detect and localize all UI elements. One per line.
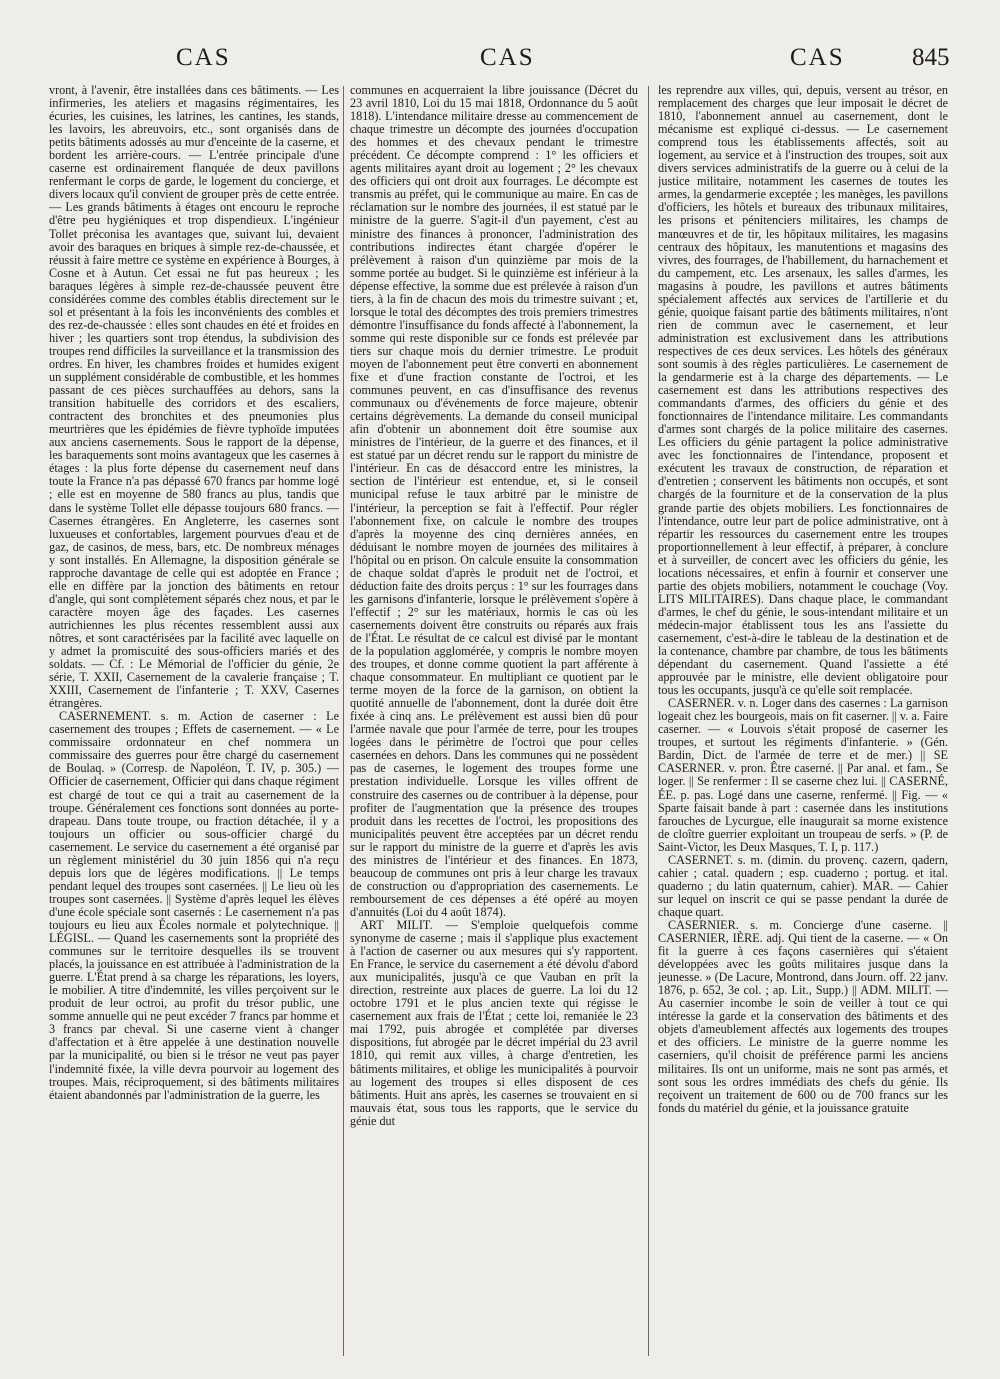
page-header — [0, 44, 1000, 80]
page-number: 845 — [912, 44, 950, 71]
running-head-center: CAS — [480, 44, 535, 71]
column-divider — [648, 86, 649, 1356]
paragraph: vront, à l'avenir, être installées dans ces bâtiments. — Les infirmeries, les ateliers et magasins régimentaires, les écuries, les cuisines, les latrines, les cantines, les stands, les lavoirs, les abreuvoirs, etc., sont organisés dans de petits bâtiments adossés au mur d'enceinte de la caserne, et bordent les arrière-cours. — L'entrée principale d'une caserne est ordinairement flanquée de deux pavillons renfermant le corps de garde, le logement du concierge, et divers locaux qu'il convient de grouper près de cette entrée. — Les grands bâtiments à étages ont encouru le reproche d'être peu hygiéniques et trop dispendieux. L'ingénieur Tollet préconisa les avantages que, suivant lui, devaient avoir des baraques en briques à simple rez-de-chaussée, et réussit à faire mettre ce système en expérience à Bourges, à Cosne et à Autun. Cet essai ne fut pas heureux ; les baraques légères à simple rez-de-chaussée peuvent être considérées comme des combles établis directement sur le sol et présentant à la fois les inconvénients des combles et des rez-de-chaussée : elles sont chaudes en été et froides en hiver ; les quartiers sont trop étendus, la subdivision des troupes rend difficiles la surveillance et la transmission des ordres. En hiver, les chambres froides et humides exigent un supplément considérable de combustible, et les hommes passant de ces pièces surchauffées au dehors, sans la transition habituelle des corridors et des escaliers, contractent des bronchites et des pneumonies plus meurtrières que les épidémies de fièvre typhoïde imputées aux anciens casernements. Sous le rapport de la dépense, les baraquements sont moins avantageux que les casernes à étages : la plus forte dépense du casernement neuf dans toute la France n'a pas dépassé 670 francs par homme logé ; elle est en moyenne de 580 francs au plus, tandis que dans le système Tollet elle dépasse toujours 680 francs. — Casernes étrangères. En Angleterre, les casernes sont luxueuses et confortables, largement pourvues d'eau et de gaz, de casinos, de mess, bars, etc. De nombreux ménages y sont installés. En Allemagne, la disposition générale se rapproche davantage de celle qui est adoptée en France ; elle en diffère par la jonction des bâtiments en retour d'angle, qui sont complètement séparés chez nous, et par le caractère moyen âge des façades. Les casernes autrichiennes les plus récentes ressemblent aussi aux nôtres, et sont caractérisées par la facilité avec laquelle on y admet la promiscuité des sous-officiers mariés et des soldats. — Cf. : Le Mémorial de l'officier du génie, 2e série, T. XXII, Casernement de la cavalerie française ; T. XXIII, Casernement de l'infanterie ; T. XXV, Casernes étrangères. — [49, 84, 339, 711]
text-column-2 — [350, 84, 638, 1362]
paragraph: CASERNER. v. n. Loger dans des casernes : La garnison logeait chez les bourgeois, mais on fit caserner. || v. a. Faire caserner. — « Louvois s'était proposé de caserner les troupes, et surtout les régiments d'infanterie. » (Gén. Bardin, Dict. de l'armée de terre et de mer.) || SE CASERNER. v. pron. Être caserné. || Par anal. et fam., Se loger. || Se renfermer : Il se caserne chez lui. || CASERNÉ, ÉE. p. pas. Logé dans une caserne, renfermé. || Fig. — « Sparte faisait bande à part : casernée dans les institutions farouches de Lycurgue, elle inaugurait sa morne existence de cloître guerrier exploitant un troupeau de serfs. » (P. de Saint-Victor, les Deux Masques, T. I, p. 117.) — [658, 696, 948, 854]
paragraph: communes en acquerraient la libre jouissance (Décret du 23 avril 1810, Loi du 15 mai 1818, Ordonnance du 5 août 1818). L'intendance militaire dresse au commencement de chaque trimestre un décompte des journées d'occupation des hommes et des chevaux pendant le trimestre précédent. Ce décompte comprend : 1° les officiers et agents militaires ayant droit au logement ; 2° les chevaux des officiers qui ont droit aux fourrages. Le décompte est transmis au préfet, qui le communique au maire. En cas de réclamation sur le nombre des journées, il est statué par le ministre de la guerre. S'agit-il d'un payement, c'est au ministre des finances à prononcer, l'administration des contributions indirectes étant chargée d'opérer le prélèvement à raison d'un quinzième par mois de la somme portée au budget. Si le quinzième est inférieur à la dépense effective, la somme due est prélevée à raison d'un tiers, à la fin de chacun des mois du trimestre suivant ; et, lorsque le total des décomptes des trois premiers trimestres démontre l'insuffisance du fonds affecté à l'abonnement, la somme qui reste disponible sur ce fonds est prélevée par tiers sur chaque mois du dernier trimestre. Le produit moyen de l'abonnement peut être converti en abonnement fixe et d'une fraction constante de l'octroi, et les communes peuvent, en cas d'insuffisance des revenus communaux ou d'événements de force majeure, obtenir certains dégrèvements. La demande du conseil municipal afin d'obtenir un abonnement doit être soumise aux ministres de l'intérieur, de la guerre et des finances, et il est statué par un décret rendu sur le rapport du ministre de l'intérieur. En cas de désaccord entre les ministres, la section de l'intérieur est entendue, et, si le conseil municipal refuse le taux arbitré par le ministre de l'intérieur, la perception se fait à l'effectif. Pour régler l'abonnement fixe, on calcule le nombre des troupes d'après la moyenne des cinq dernières années, en déduisant le nombre moyen de journées des militaires à l'hôpital ou en prison. On calcule ensuite la consommation de chaque soldat d'après le produit net de l'octroi, et déduction faite des droits perçus : 1° sur les fourrages dans les garnisons d'infanterie, lorsque le prélèvement s'opère à l'effectif ; 2° sur les matériaux, hormis le cas où les casernements doivent être construits ou réparés aux frais de l'État. Le résultat de ce calcul est divisé par le montant de la population agglomérée, y compris le nombre moyen des troupes, et donne comme quotient la part afférente à chaque consommateur. En multipliant ce quotient par le terme moyen de la force de la garnison, on obtient la quotité annuelle de l'abonnement, dont la durée doit être fixée à cinq ans. Le prélèvement est aussi bien dû pour l'armée navale que pour l'armée de terre, pour les troupes logées dans le périmètre de l'octroi que pour celles casernées en dehors. Dans les communes qui ne possèdent pas de casernes, le logement des troupes forme une prestation individuelle. Lorsque les villes offrent de construire des casernes ou de contribuer à la dépense, pour profiter de l'augmentation que la présence des troupes produit dans les recettes de l'octroi, les propositions des municipalités peuvent être acceptées par un décret rendu sur le rapport du ministre de la guerre et d'après les avis des ministres de l'intérieur et des finances. En 1873, beaucoup de communes ont pris à leur charge les travaux de construction ou d'appropriation des casernements. Le remboursement de ces dépenses a été opéré au moyen d'annuités (Loi du 4 août 1874). — [350, 84, 638, 919]
paragraph: CASERNIER. s. m. Concierge d'une caserne. || CASERNIER, IÈRE. adj. Qui tient de la caserne. — « On fit la guerre à ces façons casernières qui s'étaient développées avec les goûts militaires jusque dans la jeunesse. » (De Lacure, Montrond, dans Journ. off. 22 janv. 1876, p. 652, 3e col. ; ap. Lit., Supp.) || ADM. MILIT. — Au casernier incombe le soin de veiller à tout ce qui intéresse la garde et la conservation des bâtiments et des objets d'ameublement affectés aux logements des troupes et des officiers. Le ministre de la guerre nomme les caserniers, qu'il choisit de préférence parmi les anciens militaires. Ils ont un uniforme, mais ne sont pas armés, et sont sous les ordres immédiats des chefs du génie. Ils reçoivent un traitement de 600 ou de 700 francs sur les fonds du matériel du génie, et la jouissance gratuite — [658, 918, 948, 1115]
paragraph: CASERNET. s. m. (dimin. du provenç. cazern, qadern, cahier ; catal. quadern ; esp. cuaderno ; portug. et ital. quaderno ; du latin quaternum, cahier). MAR. — Cahier sur lequel on inscrit ce qui se passe pendant la durée de chaque quart. — [658, 852, 948, 919]
column-divider — [343, 86, 344, 1356]
paragraph: CASERNEMENT. s. m. Action de caserner : Le casernement des troupes ; Effets de casernement. — « Le commissaire ordonnateur en chef nommera un commissaire des guerres pour être chargé du casernement de Boulaq. » (Corresp. de Napoléon, T. IV, p. 305.) — Officier de casernement, Officier qui dans chaque régiment est chargé de tout ce qui a trait au casernement de la troupe. Généralement ces fonctions sont données au porte-drapeau. Dans toute troupe, ou fraction détachée, il y a toujours un officier ou sous-officier chargé du casernement. Le service du casernement a été organisé par un règlement ministériel du 30 juin 1856 qui n'a reçu depuis lors que de légères modifications. || Le temps pendant lequel des troupes sont casernées. || Le lieu où les troupes sont casernées. || Système d'après lequel les élèves d'une école spéciale sont casernés : Le casernement n'a pas toujours eu lieu aux Écoles normale et polytechnique. || LÉGISL. — Quand les casernements sont la propriété des communes sur le territoire desquelles ils se trouvent placés, la jouissance en est attribuée à l'administration de la guerre. L'État prend à sa charge les réparations, les loyers, le mobilier. A titre d'indemnité, les villes perçoivent sur le produit de leur octroi, au profit du trésor public, une somme annuelle qui ne peut excéder 7 francs par homme et 3 francs par cheval. Si une caserne vient à changer d'affectation et à être appelée à une destination nouvelle par la municipalité, ou bien si le trésor ne veut pas payer l'indemnité fixée, la ville devra pourvoir au logement des troupes. Mais, réciproquement, si des bâtiments militaires étaient abandonnés par l'administration de la guerre, les — [49, 709, 339, 1102]
running-head-right: CAS — [790, 44, 845, 71]
paragraph: les reprendre aux villes, qui, depuis, versent au trésor, en remplacement des charges que leur imposait le décret de 1810, l'abonnement annuel au casernement, dont le mécanisme est expliqué ci-dessus. — Le casernement comprend tous les établissements affectés, soit au logement, au service et à l'instruction des troupes, soit aux divers services administratifs de la guerre ou à celui de la justice militaire, notamment les casernes de toutes les armes, la gendarmerie exceptée ; les manèges, les pavillons d'officiers, les hôtels et bureaux des tribunaux militaires, les prisons et pénitenciers militaires, les champs de manœuvres et de tir, les hôpitaux militaires, les magasins centraux des hôpitaux, les manutentions et magasins des vivres, des fourrages, de l'habillement, du harnachement et du campement, etc. Les arsenaux, les salles d'armes, les magasins à poudre, les pavillons et autres bâtiments spécialement affectés aux services de l'artillerie et du génie, quoique faisant partie des bâtiments militaires, n'ont rien de commun avec le casernement, et leur administration est exclusivement dans les attributions respectives de ces deux services. Les hôtels des généraux sont soumis à des règles particulières. Le casernement de la gendarmerie est à la charge des départements. — Le casernement est dans les attributions respectives des commandants d'armes, des officiers du génie et des fonctionnaires de l'intendance militaire. Les commandants d'armes sont chargés de la police militaire des casernes. Les officiers du génie partagent la police administrative avec les fonctionnaires de l'intendance, proposent et exécutent les travaux de construction, de réparation et d'entretien ; conservent les bâtiments non occupés, et sont chargés de la fourniture et de la conservation de la plus grande partie des objets mobiliers. Les fonctionnaires de l'intendance, outre leur part de police administrative, ont à répartir les ressources du casernement entre les troupes proportionnellement à leur effectif, à préparer, à conclure et à surveiller, de concert avec les officiers du génie, les locations nécessaires, et enfin à fournir et conserver une partie des objets mobiliers, notamment le couchage (Voy. LITS MILITAIRES). Dans chaque place, le commandant d'armes, le chef du génie, le sous-intendant militaire et un médecin-major établissent tous les ans l'assiette du casernement, c'est-à-dire le tableau de la destination et de la contenance, chambre par chambre, de tous les bâtiments dépendant du casernement. Quand l'assiette a été approuvée par le ministre, elle devient obligatoire pour tous les occupants, jusqu'à ce qu'elle soit remplacée. — [658, 84, 948, 698]
paragraph: ART MILIT. — S'emploie quelquefois comme synonyme de caserne ; mais il s'applique plus exactement à l'action de caserner ou aux mesures qui s'y rapportent. En France, le service du casernement a été dévolu d'abord aux municipalités, jusqu'à ce que Vauban en prît la direction, restreinte aux places de guerre. La loi du 12 octobre 1791 et le plus ancien texte qui régisse le casernement aux frais de l'État ; cette loi, remaniée le 23 mai 1792, puis abrogée et complétée par diverses dispositions, fut abrogée par le décret impérial du 23 avril 1810, qui remit aux villes, à charge d'entretien, les bâtiments militaires, et oblige les municipalités à pourvoir au logement des troupes si elles disposent de ces bâtiments. Huit ans après, les casernes se trouvaient en si mauvais état, sous tous les rapports, que le service du génie dut — [350, 918, 638, 1128]
text-column-3 — [658, 84, 948, 1362]
running-head-left: CAS — [176, 44, 231, 71]
text-column-1 — [49, 84, 339, 1362]
